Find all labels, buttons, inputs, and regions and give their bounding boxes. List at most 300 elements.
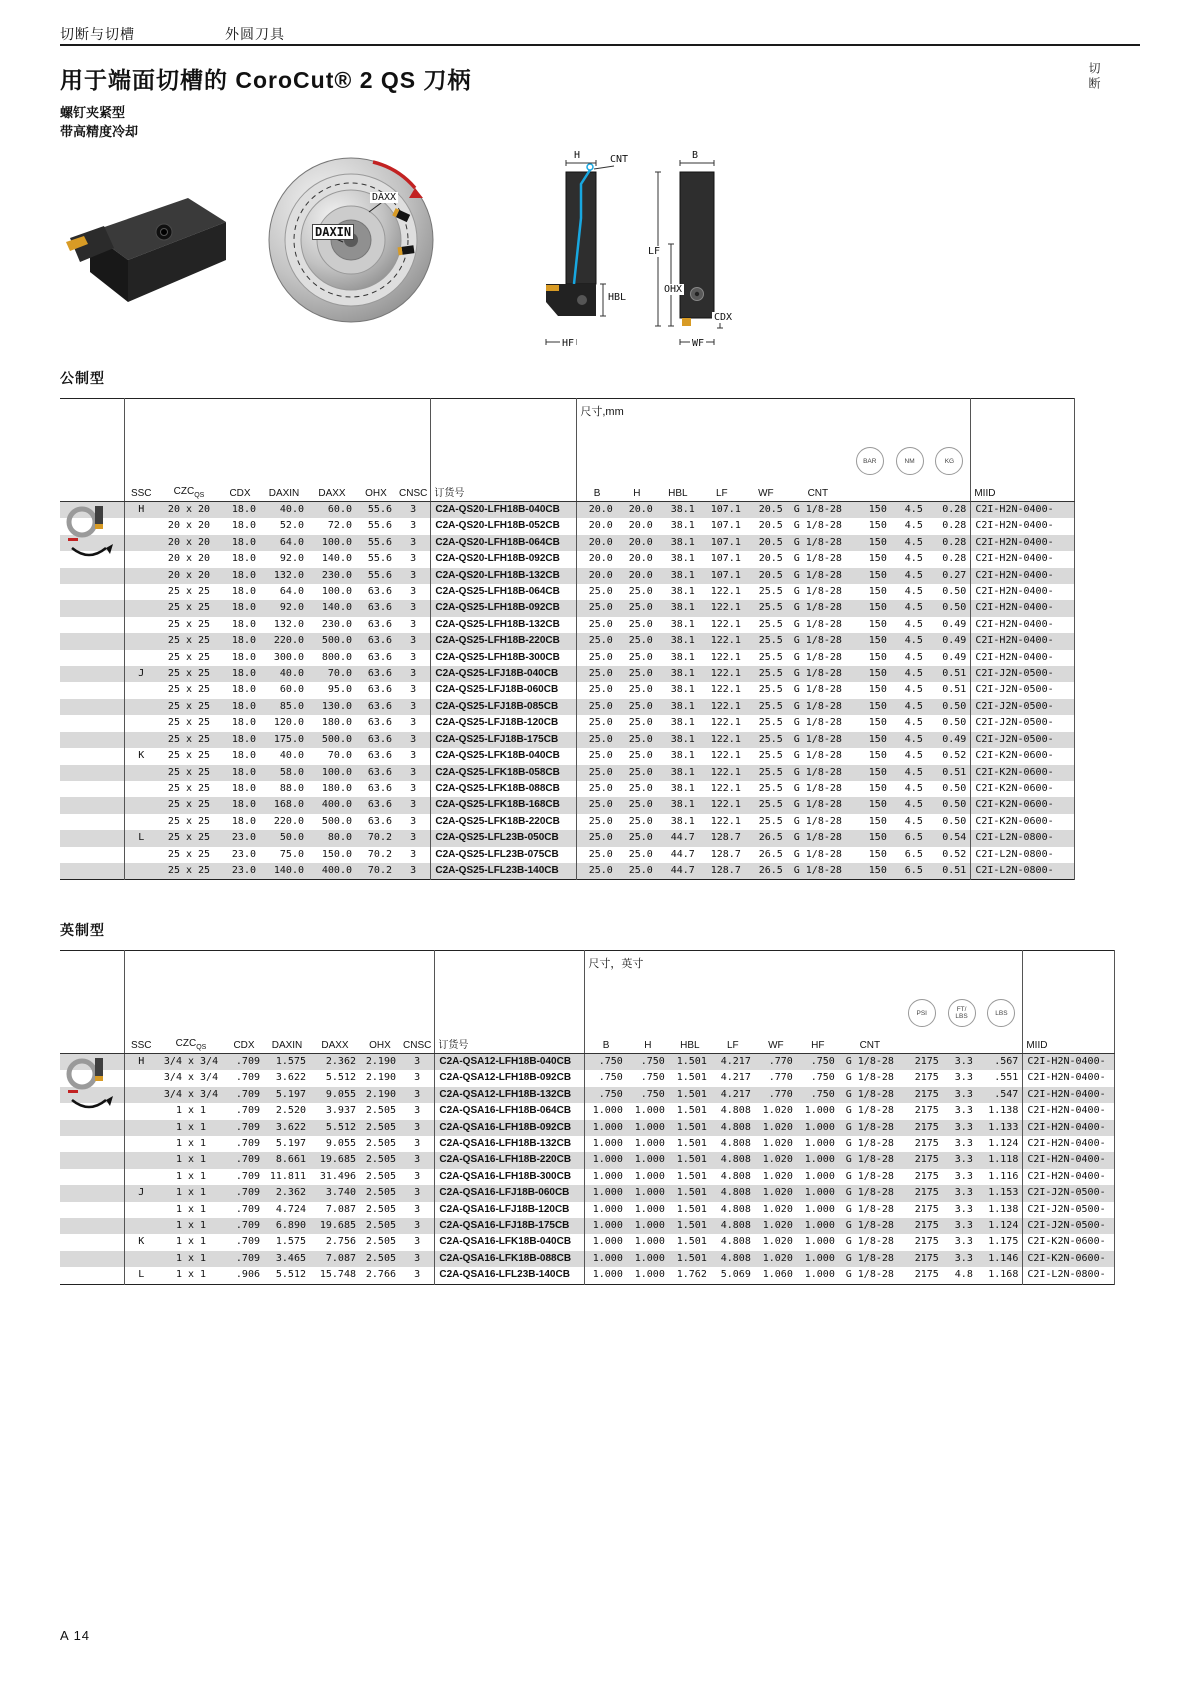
- cell-czc: 1 x 1: [175, 1105, 207, 1117]
- cell-lf: 4.217: [711, 1087, 755, 1103]
- cell-wf: 25.5: [758, 782, 783, 794]
- cell-cnsc: 3: [400, 1087, 435, 1103]
- cell-hbl: 1.501: [669, 1087, 711, 1103]
- cell-h: 20.0: [617, 568, 657, 584]
- cell-cdx: .709: [235, 1138, 260, 1150]
- cell-order-number: C2A-QSA16-LFK18B-040CB: [435, 1234, 585, 1250]
- icon-column-cell: [60, 814, 124, 830]
- cell-lf: 4.217: [711, 1054, 755, 1071]
- cell-ohx: 70.2: [367, 848, 392, 860]
- cell-cnt: G 1/8-28: [787, 502, 849, 519]
- cell-hf: 1.000: [804, 1138, 835, 1150]
- cell-ohx: 63.6: [356, 699, 396, 715]
- cell-cnsc: 3: [414, 1105, 421, 1117]
- cell-cnt: G 1/8-28: [845, 1170, 894, 1182]
- cell-ssc: [124, 781, 158, 797]
- cell-cdx: 18.0: [231, 618, 256, 630]
- cell-bar: 150: [868, 618, 887, 630]
- cell-daxin: 132.0: [273, 618, 304, 630]
- cell-h: 25.0: [617, 699, 657, 715]
- cell-bar: 150: [849, 568, 891, 584]
- cell-bar: 150: [849, 699, 891, 715]
- header-spacer-cell: [124, 951, 435, 1032]
- cell-nm: 4.5: [891, 666, 927, 682]
- table-row: [60, 814, 1075, 830]
- column-header: HBL: [669, 1031, 711, 1054]
- cell-nm: 4.5: [891, 502, 927, 519]
- table-row: [60, 682, 1075, 698]
- cell-cnt: G 1/8-28: [787, 732, 849, 748]
- cell-psi: 2175: [901, 1054, 943, 1071]
- icon-column-cell: [60, 1185, 124, 1201]
- table-row: [60, 600, 1075, 616]
- cell-lf: 122.1: [699, 732, 745, 748]
- cell-daxin: 132.0: [260, 568, 308, 584]
- cell-nm: 4.5: [904, 618, 923, 630]
- cell-cnsc: 3: [414, 1203, 421, 1215]
- cell-daxx: 2.756: [325, 1236, 356, 1248]
- cell-lf: 107.1: [710, 520, 741, 532]
- column-header: HBL: [657, 479, 699, 502]
- cell-daxx: 400.0: [308, 863, 356, 880]
- cell-daxin: 88.0: [279, 782, 304, 794]
- cell-wf: 1.020: [762, 1236, 793, 1248]
- cell-hbl: 38.1: [670, 717, 695, 729]
- cell-nm: 4.5: [891, 535, 927, 551]
- cell-bar: 150: [868, 651, 887, 663]
- cell-h: 1.000: [627, 1218, 669, 1234]
- cell-lf: 128.7: [710, 848, 741, 860]
- cell-czc: 25 x 25: [158, 863, 220, 880]
- cell-daxx: 7.087: [310, 1251, 360, 1267]
- cell-order-number: C2A-QSA16-LFH18B-220CB: [435, 1152, 585, 1168]
- cell-lf: 122.1: [699, 666, 745, 682]
- table-row: [60, 732, 1075, 748]
- cell-cnt: G 1/8-28: [793, 684, 842, 696]
- table-row: [60, 1152, 1115, 1168]
- cell-miid: C2I-J2N-0500-: [971, 715, 1075, 731]
- cell-psi: 2175: [901, 1218, 943, 1234]
- cell-cnt: G 1/8-28: [793, 848, 842, 860]
- cell-ohx: 63.6: [367, 815, 392, 827]
- icon-column-cell: [60, 847, 124, 863]
- breadcrumb-section: 切断与切槽: [60, 26, 135, 42]
- page-title: 用于端面切槽的 CoroCut® 2 QS 刀柄: [60, 67, 472, 93]
- cell-lbs: .551: [994, 1072, 1019, 1084]
- cell-ohx: 70.2: [356, 830, 396, 846]
- cell-cnt: G 1/8-28: [793, 750, 842, 762]
- column-header: [943, 1031, 977, 1054]
- cell-czc: 25 x 25: [167, 815, 211, 827]
- cell-kg: 0.50: [942, 782, 967, 794]
- table-row: [60, 535, 1075, 551]
- cell-ssc: [124, 1169, 158, 1185]
- cell-daxx: 230.0: [308, 568, 356, 584]
- icon-column-cell: [60, 830, 124, 846]
- table-row: [60, 1251, 1115, 1267]
- column-header: LF: [711, 1031, 755, 1054]
- cell-ssc: [124, 584, 158, 600]
- cell-czc: 1 x 1: [175, 1269, 207, 1281]
- cell-nm: 6.5: [904, 848, 923, 860]
- cell-miid: C2I-K2N-0600-: [971, 814, 1075, 830]
- cell-nm: 4.5: [904, 586, 923, 598]
- lf-dim-label: LF: [648, 246, 661, 257]
- table-row: [60, 568, 1075, 584]
- cell-wf: 20.5: [758, 553, 783, 565]
- cell-h: 1.000: [627, 1152, 669, 1168]
- cell-ohx: 2.505: [365, 1138, 396, 1150]
- column-header: [977, 1031, 1023, 1054]
- cell-miid: C2I-H2N-0400-: [971, 617, 1075, 633]
- table-row: [60, 518, 1075, 534]
- icon-column-cell: [60, 1169, 124, 1185]
- cell-h: 25.0: [628, 586, 653, 598]
- cell-b: 20.0: [577, 535, 617, 551]
- cell-lf: 122.1: [710, 651, 741, 663]
- cell-b: 25.0: [577, 600, 617, 616]
- cell-cdx: 18.0: [231, 815, 256, 827]
- cell-order-number: C2A-QS25-LFH18B-132CB: [431, 617, 577, 633]
- cell-nm: 4.5: [904, 553, 923, 565]
- cell-h: 25.0: [617, 666, 657, 682]
- cell-kg: 0.28: [927, 502, 971, 519]
- cell-daxin: 2.362: [264, 1185, 310, 1201]
- table-row: [60, 1120, 1115, 1136]
- cell-daxx: 7.087: [325, 1203, 356, 1215]
- cell-b: 25.0: [577, 732, 617, 748]
- cell-daxx: 19.685: [310, 1152, 360, 1168]
- cell-hbl: 38.1: [657, 732, 699, 748]
- cell-miid: C2I-J2N-0500-: [1023, 1218, 1115, 1234]
- cell-psi: 2175: [901, 1152, 943, 1168]
- cell-psi: 2175: [914, 1105, 939, 1117]
- cell-h: 25.0: [628, 618, 653, 630]
- cell-kg: 0.50: [942, 586, 967, 598]
- cell-daxx: 100.0: [308, 535, 356, 551]
- cell-cdx: .906: [235, 1269, 260, 1281]
- cell-b: 25.0: [577, 682, 617, 698]
- cell-daxx: 72.0: [327, 520, 352, 532]
- cell-order-number: C2A-QS20-LFH18B-040CB: [431, 502, 577, 519]
- cell-miid: C2I-J2N-0500-: [971, 682, 1075, 698]
- cell-cnt: G 1/8-28: [787, 863, 849, 880]
- cell-b: 1.000: [585, 1103, 627, 1119]
- metric-table: [60, 398, 1130, 880]
- cell-h: 25.0: [617, 863, 657, 880]
- unit-icons-cell: [901, 951, 1023, 1032]
- subtitle-clamping: 螺钉夹紧型: [60, 105, 126, 120]
- cell-ohx: 2.505: [360, 1251, 400, 1267]
- cell-nm: 4.5: [891, 765, 927, 781]
- cell-b: 25.0: [577, 699, 617, 715]
- cell-miid: C2I-K2N-0600-: [971, 748, 1075, 764]
- cell-bar: 150: [868, 586, 887, 598]
- header-spacer-cell: [124, 399, 431, 480]
- cell-cnt: G 1/8-28: [787, 666, 849, 682]
- column-header: SSC: [124, 1031, 158, 1054]
- cell-b: 1.000: [585, 1136, 627, 1152]
- cell-cdx: .709: [235, 1236, 260, 1248]
- cell-daxx: 70.0: [327, 750, 352, 762]
- cell-ssc: [124, 847, 158, 863]
- cell-b: 25.0: [577, 584, 617, 600]
- cell-cdx: 18.0: [231, 750, 256, 762]
- icon-column-header: [60, 479, 124, 502]
- cell-cnsc: 3: [400, 1218, 435, 1234]
- cell-order-number: C2A-QS25-LFH18B-064CB: [431, 584, 577, 600]
- cell-cnt: G 1/8-28: [839, 1251, 901, 1267]
- column-header: H: [617, 479, 657, 502]
- cell-daxin: 3.622: [264, 1120, 310, 1136]
- cell-daxin: 50.0: [260, 830, 308, 846]
- cell-bar: 150: [868, 848, 887, 860]
- cell-cdx: 18.0: [231, 553, 256, 565]
- header-spacer-cell: [60, 951, 124, 1032]
- cell-cnt: G 1/8-28: [845, 1236, 894, 1248]
- table-row: [60, 551, 1075, 567]
- cell-hbl: 38.1: [670, 651, 695, 663]
- table-row: [60, 847, 1075, 863]
- cell-bar: 150: [849, 797, 891, 813]
- cell-ssc: [124, 1103, 158, 1119]
- cell-czc: 25 x 25: [167, 684, 211, 696]
- cell-ssc: H: [124, 502, 158, 519]
- cell-ssc: [124, 732, 158, 748]
- table-row: [60, 502, 1075, 519]
- cell-cnt: G 1/8-28: [787, 797, 849, 813]
- cell-miid: C2I-H2N-0400-: [1023, 1136, 1115, 1152]
- table-row: [60, 1267, 1115, 1284]
- cell-cnsc: 3: [410, 717, 417, 729]
- dimensions-header-cell: [585, 951, 901, 1032]
- cell-order-number: C2A-QSA16-LFJ18B-120CB: [435, 1202, 585, 1218]
- cell-ssc: [124, 551, 158, 567]
- cell-hbl: 1.501: [669, 1251, 711, 1267]
- cell-ssc: [124, 1120, 158, 1136]
- cell-h: 25.0: [628, 750, 653, 762]
- cell-daxx: 230.0: [321, 618, 352, 630]
- cell-ohx: 2.505: [360, 1152, 400, 1168]
- icon-column-cell: [60, 715, 124, 731]
- cell-daxx: 500.0: [308, 633, 356, 649]
- cell-daxx: 9.055: [325, 1138, 356, 1150]
- cell-lf: 5.069: [720, 1269, 751, 1281]
- cell-lf: 4.808: [720, 1236, 751, 1248]
- face-grooving-application-icon: [62, 502, 120, 567]
- cell-hf: 1.000: [797, 1218, 839, 1234]
- cell-cnsc: 3: [410, 684, 417, 696]
- cell-daxin: 3.622: [275, 1072, 306, 1084]
- cell-kg: 0.49: [942, 618, 967, 630]
- cell-order-number: C2A-QS25-LFJ18B-175CB: [431, 732, 577, 748]
- cell-hbl: 38.1: [670, 553, 695, 565]
- header-spacer-cell: [60, 399, 124, 480]
- column-header: WF: [755, 1031, 797, 1054]
- column-header: $CZC_{QS}$: [158, 479, 220, 502]
- cell-daxin: 8.661: [264, 1152, 310, 1168]
- cell-cdx: .709: [224, 1120, 264, 1136]
- cell-miid: C2I-J2N-0500-: [1023, 1185, 1115, 1201]
- cell-ssc: [124, 1218, 158, 1234]
- cell-b: 1.000: [585, 1267, 627, 1284]
- cell-lf: 107.1: [699, 535, 745, 551]
- cell-ohx: 63.6: [356, 765, 396, 781]
- cell-ohx: 2.505: [365, 1236, 396, 1248]
- cell-psi: 2175: [901, 1087, 943, 1103]
- cell-cdx: .709: [235, 1203, 260, 1215]
- cell-daxin: 64.0: [260, 535, 308, 551]
- cell-cnt: G 1/8-28: [787, 830, 849, 846]
- icon-column-cell: [60, 797, 124, 813]
- table-row: [60, 748, 1075, 764]
- cell-daxin: 168.0: [260, 797, 308, 813]
- cell-czc: 1 x 1: [175, 1236, 207, 1248]
- cell-cnt: G 1/8-28: [793, 782, 842, 794]
- dimensions-unit-label: 尺寸，英寸: [588, 958, 644, 970]
- cell-wf: 1.020: [762, 1138, 793, 1150]
- cnt-dim-label: CNT: [610, 154, 629, 165]
- cell-ssc: [124, 765, 158, 781]
- cell-daxin: 5.197: [275, 1138, 306, 1150]
- cell-kg: 0.49: [927, 633, 971, 649]
- cell-wf: 25.5: [745, 600, 787, 616]
- cell-cnsc: 3: [410, 520, 417, 532]
- icon-column-cell: [60, 765, 124, 781]
- column-header: MIID: [1023, 1031, 1115, 1054]
- cell-miid: C2I-H2N-0400-: [971, 518, 1075, 534]
- cell-nm: 4.5: [904, 717, 923, 729]
- icon-column-cell: [60, 568, 124, 584]
- cell-h: 1.000: [634, 1170, 665, 1182]
- icon-column-cell: [60, 863, 124, 880]
- cell-bar: 150: [849, 502, 891, 519]
- cell-czc: 3/4 x 3/4: [163, 1072, 219, 1084]
- cell-daxx: 3.937: [325, 1105, 356, 1117]
- nm-unit-icon: NM: [896, 447, 924, 475]
- cell-lf: 122.1: [710, 782, 741, 794]
- cell-miid: C2I-H2N-0400-: [1023, 1087, 1115, 1103]
- cell-miid: C2I-L2N-0800-: [971, 847, 1075, 863]
- cell-bar: 150: [849, 863, 891, 880]
- cell-order-number: C2A-QS25-LFJ18B-060CB: [431, 682, 577, 698]
- cell-nm: 4.5: [891, 699, 927, 715]
- table-row: [60, 1218, 1115, 1234]
- cell-ohx: 63.6: [367, 750, 392, 762]
- cell-h: 1.000: [634, 1105, 665, 1117]
- cell-cnt: G 1/8-28: [839, 1054, 901, 1071]
- icon-column-cell: [60, 617, 124, 633]
- cell-h: 1.000: [634, 1236, 665, 1248]
- cell-cnt: G 1/8-28: [787, 600, 849, 616]
- column-header: HF: [797, 1031, 839, 1054]
- cell-cnt: G 1/8-28: [793, 618, 842, 630]
- cell-order-number: C2A-QSA16-LFH18B-092CB: [435, 1120, 585, 1136]
- cell-order-number: C2A-QS20-LFH18B-132CB: [431, 568, 577, 584]
- cell-kg: 0.50: [927, 699, 971, 715]
- cell-b: 25.0: [577, 814, 617, 830]
- cell-bar: 150: [868, 520, 887, 532]
- cell-psi: 2175: [914, 1170, 939, 1182]
- table-row: [60, 1234, 1115, 1250]
- cell-cnt: G 1/8-28: [845, 1138, 894, 1150]
- cell-miid: C2I-H2N-0400-: [971, 584, 1075, 600]
- cell-ohx: 2.190: [365, 1072, 396, 1084]
- table-row: [60, 1070, 1115, 1086]
- section-title-metric: 公制型: [60, 370, 105, 386]
- cell-lbs: 1.124: [977, 1218, 1023, 1234]
- cell-ohx: 2.505: [360, 1218, 400, 1234]
- cell-miid: C2I-H2N-0400-: [971, 568, 1075, 584]
- cell-b: .750: [585, 1070, 627, 1086]
- cell-cdx: 18.0: [231, 520, 256, 532]
- cell-lbs: 1.153: [977, 1185, 1023, 1201]
- cell-daxin: 300.0: [273, 651, 304, 663]
- table-row: [60, 830, 1075, 846]
- cell-hbl: 38.1: [670, 684, 695, 696]
- cell-lf: 128.7: [699, 863, 745, 880]
- cell-cnt: G 1/8-28: [845, 1203, 894, 1215]
- cell-ohx: 55.6: [367, 553, 392, 565]
- cell-ohx: 63.6: [367, 782, 392, 794]
- cell-b: 25.0: [577, 633, 617, 649]
- cell-ssc: [124, 863, 158, 880]
- cell-hbl: 1.762: [676, 1269, 707, 1281]
- cell-daxin: 4.724: [275, 1203, 306, 1215]
- cell-hbl: 1.501: [676, 1072, 707, 1084]
- icon-column-cell: [60, 1267, 124, 1284]
- cell-czc: 20 x 20: [158, 568, 220, 584]
- cell-miid: C2I-H2N-0400-: [1023, 1152, 1115, 1168]
- cell-b: 1.000: [585, 1251, 627, 1267]
- cell-hbl: 38.1: [657, 765, 699, 781]
- cell-b: 1.000: [585, 1234, 627, 1250]
- cell-cdx: 23.0: [231, 848, 256, 860]
- column-header: CNT: [787, 479, 849, 502]
- cell-ohx: 2.190: [360, 1054, 400, 1071]
- column-header: OHX: [356, 479, 396, 502]
- cell-ohx: 55.6: [367, 520, 392, 532]
- cell-lbs: 1.118: [977, 1152, 1023, 1168]
- cell-czc: 25 x 25: [167, 750, 211, 762]
- cell-ftlbs: 3.3: [954, 1072, 973, 1084]
- cell-h: 25.0: [628, 848, 653, 860]
- cell-czc: 1 x 1: [158, 1152, 224, 1168]
- cell-bar: 150: [868, 782, 887, 794]
- table-row: [60, 765, 1075, 781]
- cell-kg: 0.52: [942, 848, 967, 860]
- cell-b: 25.0: [577, 830, 617, 846]
- cell-h: 25.0: [617, 633, 657, 649]
- cell-hf: 1.000: [797, 1251, 839, 1267]
- cell-h: .750: [640, 1072, 665, 1084]
- cell-cdx: .709: [235, 1072, 260, 1084]
- cell-cnsc: 3: [410, 651, 417, 663]
- cell-lf: 122.1: [710, 750, 741, 762]
- cell-bar: 150: [849, 535, 891, 551]
- cell-ohx: 63.6: [367, 717, 392, 729]
- cell-cnsc: 3: [410, 848, 417, 860]
- cell-czc: 3/4 x 3/4: [158, 1054, 224, 1071]
- icon-column-cell: [60, 633, 124, 649]
- cell-hbl: 1.501: [669, 1218, 711, 1234]
- cell-cdx: .709: [224, 1152, 264, 1168]
- cell-cnsc: 3: [414, 1072, 421, 1084]
- column-header: [849, 479, 891, 502]
- cell-cnsc: 3: [400, 1054, 435, 1071]
- cell-ssc: K: [124, 1234, 158, 1250]
- cell-hbl: 38.1: [657, 502, 699, 519]
